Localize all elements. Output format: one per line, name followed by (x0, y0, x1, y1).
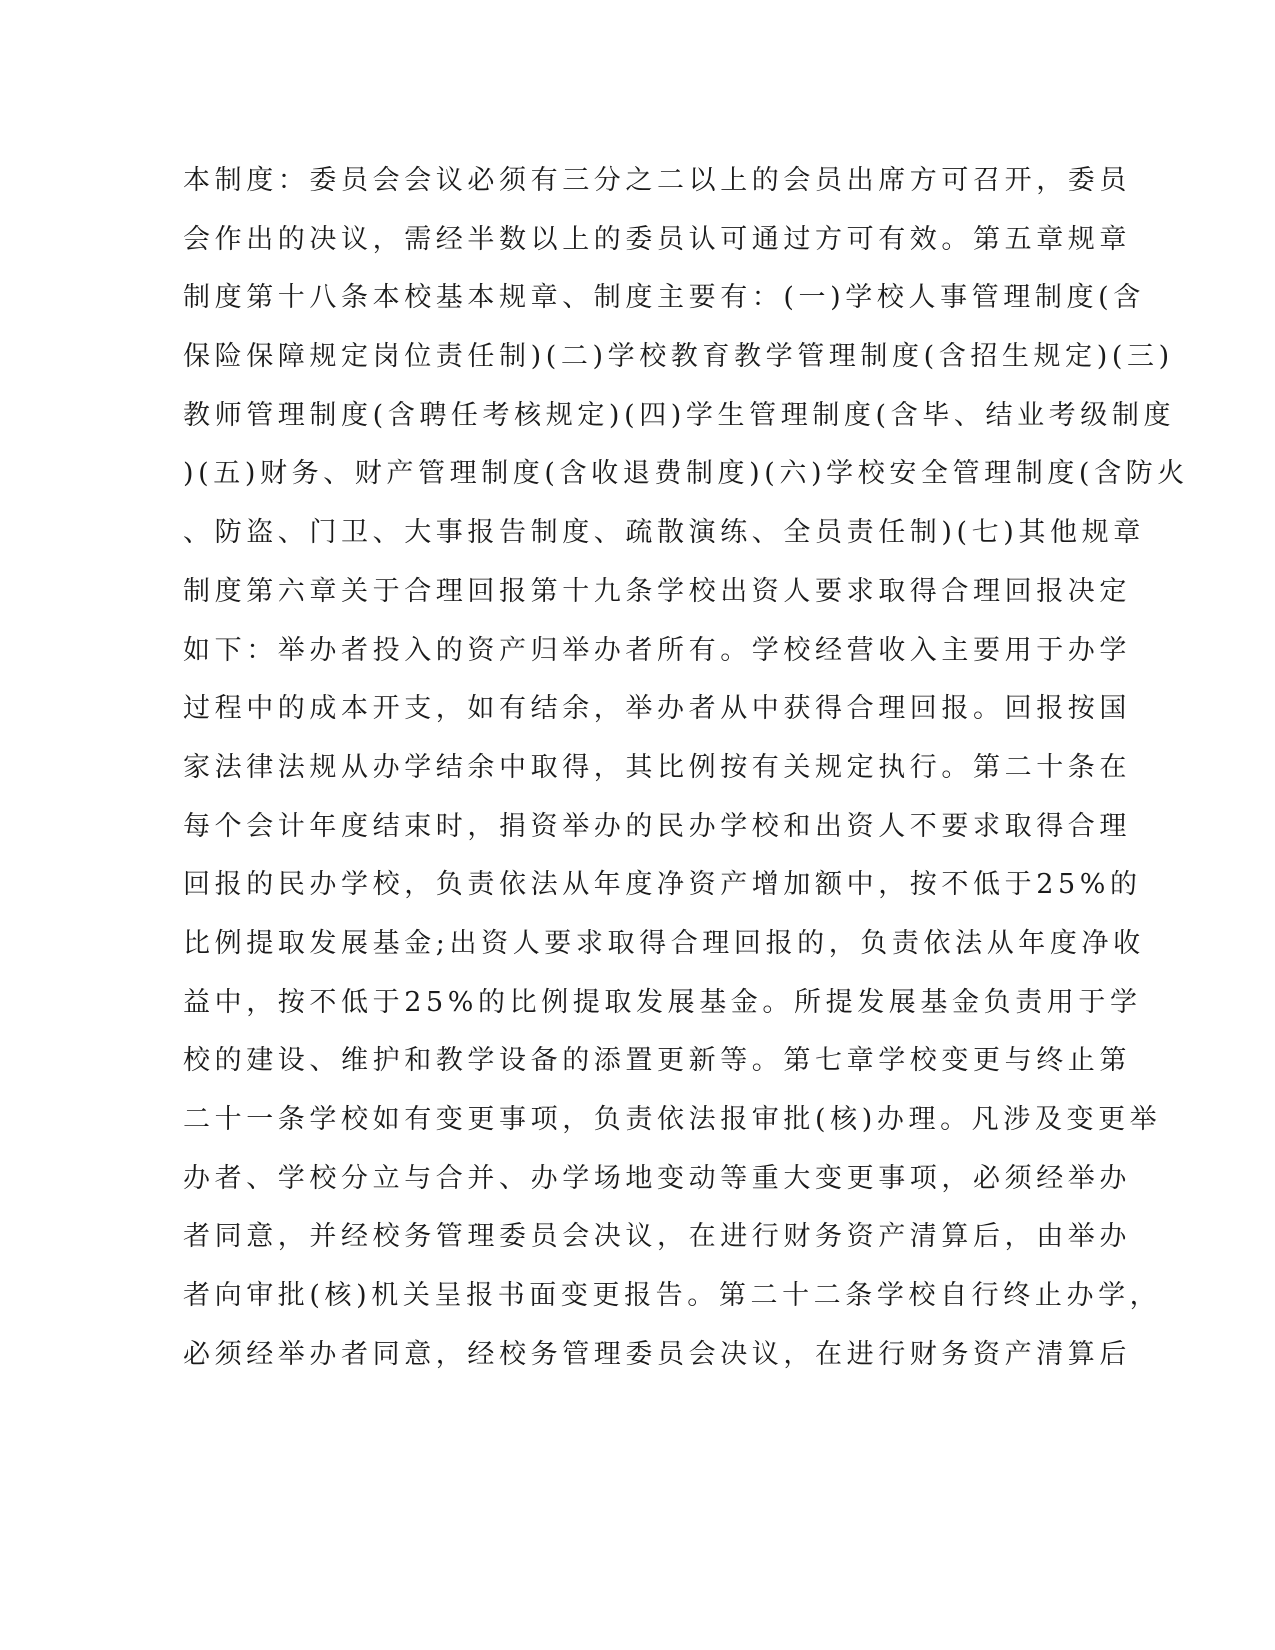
text-line: )(五)财务、财产管理制度(含收退费制度)(六)学校安全管理制度(含防火 (183, 458, 1189, 490)
text-line: 必须经举办者同意，经校务管理委员会决议，在进行财务资产清算后 (183, 1338, 1131, 1370)
text-line: 如下：举办者投入的资产归举办者所有。学校经营收入主要用于办学 (183, 634, 1131, 666)
text-line: 办者、学校分立与合并、办学场地变动等重大变更事项，必须经举办 (183, 1162, 1131, 1194)
text-line: 保险保障规定岗位责任制)(二)学校教育教学管理制度(含招生规定)(三) (183, 341, 1174, 373)
text-line: 益中，按不低于25%的比例提取发展基金。所提发展基金负责用于学 (183, 986, 1142, 1018)
text-line: 制度第十八条本校基本规章、制度主要有：(一)学校人事管理制度(含 (183, 282, 1145, 314)
text-line: 者同意，并经校务管理委员会决议，在进行财务资产清算后，由举办 (183, 1221, 1131, 1253)
body-text (183, 158, 1189, 1390)
text-line: 回报的民办学校，负责依法从年度净资产增加额中，按不低于25%的 (183, 869, 1142, 901)
text-line: 教师管理制度(含聘任考核规定)(四)学生管理制度(含毕、结业考级制度 (183, 399, 1176, 431)
text-line: 制度第六章关于合理回报第十九条学校出资人要求取得合理回报决定 (183, 575, 1131, 607)
text-line: 者向审批(核)机关呈报书面变更报告。第二十二条学校自行终止办学， (183, 1280, 1162, 1312)
text-line: 过程中的成本开支，如有结余，举办者从中获得合理回报。回报按国 (183, 693, 1131, 725)
text-line: 家法律法规从办学结余中取得，其比例按有关规定执行。第二十条在 (183, 751, 1131, 783)
text-line: 、防盗、门卫、大事报告制度、疏散演练、全员责任制)(七)其他规章 (183, 517, 1145, 549)
text-line: 每个会计年度结束时，捐资举办的民办学校和出资人不要求取得合理 (183, 810, 1131, 842)
text-line: 二十一条学校如有变更事项，负责依法报审批(核)办理。凡涉及变更举 (183, 1104, 1162, 1135)
text-line: 本制度：委员会会议必须有三分之二以上的会员出席方可召开，委员 (183, 165, 1131, 196)
text-line: 会作出的决议，需经半数以上的委员认可通过方可有效。第五章规章 (183, 223, 1131, 255)
text-line: 比例提取发展基金;出资人要求取得合理回报的，负责依法从年度净收 (183, 927, 1145, 959)
text-line: 校的建设、维护和教学设备的添置更新等。第七章学校变更与终止第 (183, 1045, 1131, 1077)
